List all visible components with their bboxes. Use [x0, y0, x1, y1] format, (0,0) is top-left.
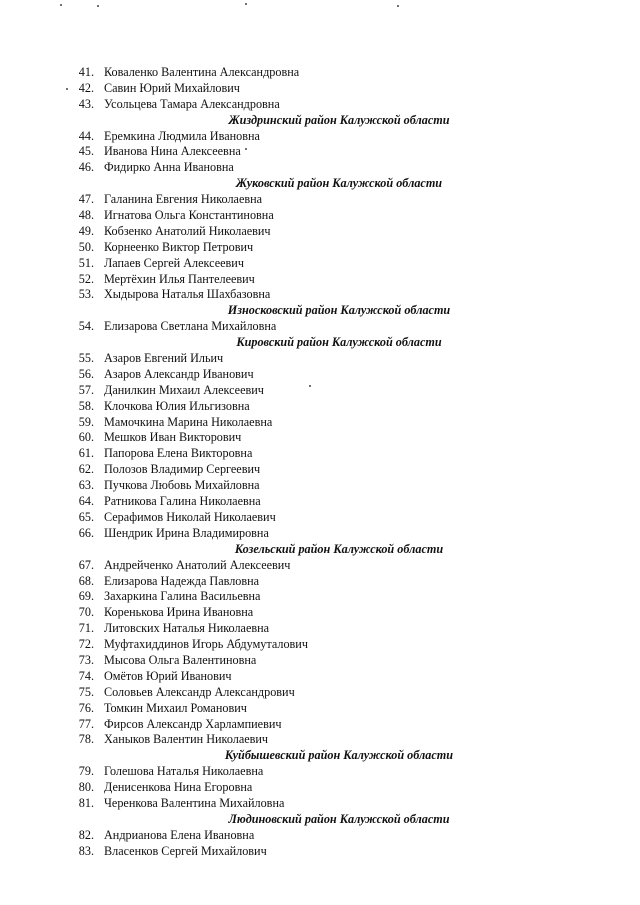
item-number: 65. — [78, 509, 94, 524]
item-number: 62. — [78, 462, 94, 477]
list-item — [0, 383, 640, 399]
district-heading: Куйбышевский район Калужской области — [224, 748, 454, 763]
item-number: 82. — [78, 827, 94, 842]
list-item — [0, 192, 640, 208]
person-name: Кобзенко Анатолий Николаевич — [104, 223, 271, 238]
list-item — [0, 701, 640, 717]
list-item — [0, 97, 640, 113]
list-item — [0, 796, 640, 812]
item-number: 49. — [78, 223, 94, 238]
list-item — [0, 208, 640, 224]
list-item — [0, 828, 640, 844]
list-item — [0, 287, 640, 303]
person-name: Томкин Михаил Романович — [104, 700, 247, 715]
item-number: 58. — [78, 398, 94, 413]
list-item — [0, 732, 640, 748]
item-number: 80. — [78, 780, 94, 795]
item-number: 83. — [78, 843, 94, 858]
person-name: Андрейченко Анатолий Алексеевич — [104, 557, 291, 572]
person-name: Иванова Нина Алексеевна — [104, 144, 241, 159]
item-number: 74. — [78, 668, 94, 683]
person-name: Лапаев Сергей Алексеевич — [104, 255, 244, 270]
item-number: 76. — [78, 700, 94, 715]
item-number: 73. — [78, 652, 94, 667]
item-number: 46. — [78, 160, 94, 175]
list-item — [0, 256, 640, 272]
district-heading: Кировский район Калужской области — [236, 335, 442, 350]
item-number: 47. — [78, 192, 94, 207]
scan-speck — [97, 5, 99, 7]
item-number: 78. — [78, 732, 94, 747]
person-name: Клочкова Юлия Ильгизовна — [104, 398, 250, 413]
person-name: Мысова Ольга Валентиновна — [104, 652, 257, 667]
item-number: 72. — [78, 637, 94, 652]
person-name: Шендрик Ирина Владимировна — [104, 525, 269, 540]
list-item — [0, 240, 640, 256]
list-item — [0, 367, 640, 383]
person-name: Муфтахиддинов Игорь Абдумуталович — [104, 637, 308, 652]
list-item — [0, 653, 640, 669]
list-item — [0, 621, 640, 637]
scan-speck — [397, 5, 399, 7]
scan-speck — [60, 4, 62, 6]
person-name: Папорова Елена Викторовна — [104, 446, 253, 461]
person-name: Фидирко Анна Ивановна — [104, 160, 234, 175]
item-number: 57. — [78, 382, 94, 397]
person-name: Серафимов Николай Николаевич — [104, 509, 276, 524]
district-heading: Износковский район Калужской области — [227, 303, 451, 318]
person-name: Корнеенко Виктор Петрович — [104, 239, 254, 254]
list-item — [0, 637, 640, 653]
item-number: 66. — [78, 525, 94, 540]
person-name: Хыдырова Наталья Шахбазовна — [104, 287, 271, 302]
item-number: 52. — [78, 271, 94, 286]
list-item — [0, 494, 640, 510]
list-item — [0, 415, 640, 431]
list-item — [0, 510, 640, 526]
person-name: Мамочкина Марина Николаевна — [104, 414, 273, 429]
item-number: 61. — [78, 446, 94, 461]
list-item — [0, 224, 640, 240]
list-item — [0, 478, 640, 494]
person-name: Соловьев Александр Александрович — [104, 684, 295, 699]
person-name: Ханыков Валентин Николаевич — [104, 732, 269, 747]
list-item — [0, 558, 640, 574]
item-number: 54. — [78, 319, 94, 334]
item-number: 59. — [78, 414, 94, 429]
person-name: Денисенкова Нина Егоровна — [104, 780, 253, 795]
list-item — [0, 462, 640, 478]
scan-speck — [245, 3, 247, 5]
district-heading: Жуковский район Калужской области — [235, 176, 443, 191]
item-number: 56. — [78, 366, 94, 381]
person-name: Еремкина Людмила Ивановна — [104, 128, 260, 143]
item-number: 67. — [78, 557, 94, 572]
person-name: Коренькова Ирина Ивановна — [104, 605, 254, 620]
list-item — [0, 65, 640, 81]
list-item — [0, 669, 640, 685]
district-heading: Жиздринский район Калужской области — [228, 112, 450, 127]
person-name: Мертёхин Илья Пантелеевич — [104, 271, 255, 286]
item-number: 70. — [78, 605, 94, 620]
list-item — [0, 430, 640, 446]
person-name: Захаркина Галина Васильевна — [104, 589, 261, 604]
item-number: 64. — [78, 494, 94, 509]
item-number: 69. — [78, 589, 94, 604]
item-number: 77. — [78, 716, 94, 731]
person-name: Литовских Наталья Николаевна — [104, 621, 270, 636]
person-name: Азаров Евгений Ильич — [104, 351, 224, 366]
list-item — [0, 764, 640, 780]
item-number: 79. — [78, 764, 94, 779]
person-name: Елизарова Светлана Михайловна — [104, 319, 277, 334]
person-name: Ратникова Галина Николаевна — [104, 494, 261, 509]
person-name: Андрианова Елена Ивановна — [104, 827, 255, 842]
person-name: Фирсов Александр Харлампиевич — [104, 716, 282, 731]
person-name: Савин Юрий Михайлович — [104, 80, 240, 95]
person-name: Данилкин Михаил Алексеевич — [104, 382, 264, 397]
item-number: 68. — [78, 573, 94, 588]
item-number: 42. — [78, 80, 94, 95]
item-number: 75. — [78, 684, 94, 699]
item-number: 43. — [78, 96, 94, 111]
list-item — [0, 685, 640, 701]
item-number: 63. — [78, 478, 94, 493]
list-item — [0, 399, 640, 415]
list-item — [0, 574, 640, 590]
list-item — [0, 589, 640, 605]
list-item — [0, 81, 640, 97]
item-number: 50. — [78, 239, 94, 254]
person-name: Усольцева Тамара Александровна — [104, 96, 280, 111]
person-name: Голешова Наталья Николаевна — [104, 764, 264, 779]
district-heading: Козельский район Калужской области — [234, 541, 444, 556]
list-item — [0, 160, 640, 176]
list-item — [0, 351, 640, 367]
item-number: 44. — [78, 128, 94, 143]
person-name: Игнатова Ольга Константиновна — [104, 208, 274, 223]
person-list — [0, 65, 640, 860]
item-number: 81. — [78, 795, 94, 810]
item-number: 53. — [78, 287, 94, 302]
list-item — [0, 717, 640, 733]
list-item — [0, 446, 640, 462]
person-name: Мешков Иван Викторович — [104, 430, 242, 445]
person-name: Черенкова Валентина Михайловна — [104, 795, 285, 810]
person-name: Полозов Владимир Сергеевич — [104, 462, 261, 477]
person-name: Власенков Сергей Михайлович — [104, 843, 267, 858]
list-item — [0, 144, 640, 160]
person-name: Галанина Евгения Николаевна — [104, 192, 263, 207]
item-number: 45. — [78, 144, 94, 159]
item-number: 60. — [78, 430, 94, 445]
district-heading: Людиновский район Калужской области — [228, 811, 450, 826]
list-item — [0, 129, 640, 145]
list-item — [0, 272, 640, 288]
item-number: 51. — [78, 255, 94, 270]
person-name: Коваленко Валентина Александровна — [104, 65, 300, 79]
list-item — [0, 605, 640, 621]
list-item — [0, 319, 640, 335]
person-name: Омётов Юрий Иванович — [104, 668, 232, 683]
person-name: Азаров Александр Иванович — [104, 366, 254, 381]
person-name: Елизарова Надежда Павловна — [104, 573, 260, 588]
list-item — [0, 526, 640, 542]
person-name: Пучкова Любовь Михайловна — [104, 478, 260, 493]
list-item — [0, 844, 640, 860]
list-item — [0, 780, 640, 796]
item-number: 55. — [78, 351, 94, 366]
item-number: 48. — [78, 208, 94, 223]
item-number: 71. — [78, 621, 94, 636]
item-number: 41. — [78, 65, 94, 79]
